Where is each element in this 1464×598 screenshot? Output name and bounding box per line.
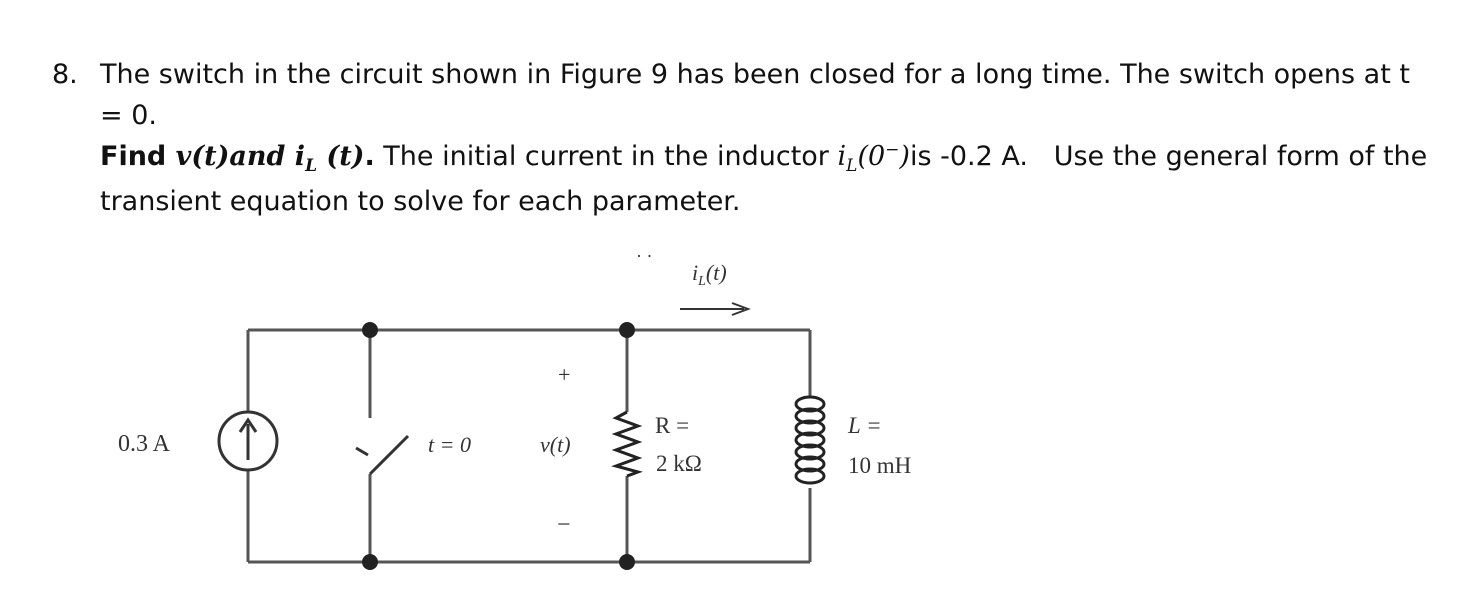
find-period: .	[364, 141, 375, 172]
init-current: $i_L(0^-)$	[837, 140, 910, 176]
stray-marks: · ·	[636, 246, 653, 266]
find-i: $i_L$	[294, 141, 318, 176]
v-plus: +	[558, 362, 571, 387]
init-value: is -0.2 A.	[909, 141, 1028, 172]
switch-blade	[370, 436, 408, 474]
find-t: (t)	[317, 141, 365, 172]
problem-line-1: The switch in the circuit shown in Figure 9 has been closed for a long time. The switch opens at t = 0.	[100, 59, 1410, 131]
current-source	[219, 412, 277, 470]
problem-line-3: transient equation to solve for each parameter.	[100, 186, 741, 217]
r-label-bottom: 2 kΩ	[656, 451, 702, 476]
switch-contact	[356, 448, 368, 455]
switch-label: t = 0	[428, 432, 471, 457]
current-label: $i_L(t)$	[692, 260, 727, 289]
source-label: 0.3 A	[118, 431, 171, 457]
l-label-bottom: 10 mH	[848, 453, 912, 478]
resistor-zigzag	[616, 412, 638, 476]
node-dot	[619, 554, 635, 570]
line2-text: The initial current in the inductor	[374, 141, 838, 172]
switch	[356, 436, 408, 474]
l-label-top: L =	[848, 413, 882, 438]
node-dot	[362, 322, 378, 338]
circuit-wires	[248, 330, 810, 562]
inductor-coil	[796, 397, 824, 483]
v-minus: −	[557, 512, 571, 538]
find-and: and	[229, 141, 286, 172]
nodes	[362, 322, 635, 570]
line2-tail: Use the general form of the	[1027, 141, 1428, 172]
node-dot	[619, 322, 635, 338]
v-label: v(t)	[540, 432, 571, 457]
problem-number: 8.	[52, 59, 78, 90]
node-dot	[362, 554, 378, 570]
find-v: v(t)	[175, 141, 230, 172]
r-label-top: R =	[655, 413, 690, 438]
find-word: Find	[100, 141, 176, 172]
